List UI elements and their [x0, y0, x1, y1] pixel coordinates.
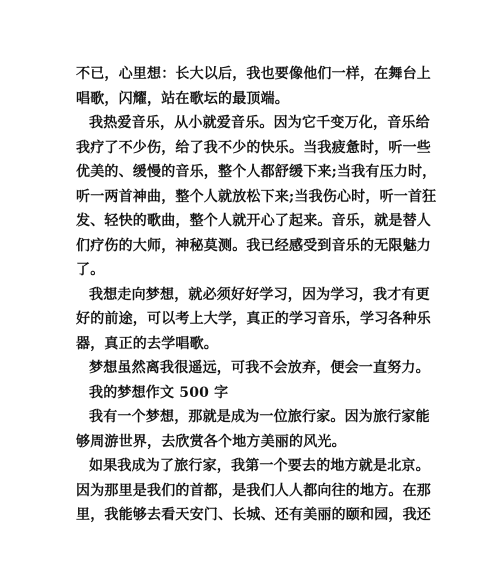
- text-line: 如果我成为了旅行家，我第一个要去的地方就是北京。: [89, 458, 430, 474]
- text-line: 里，我能够去看天安门、长城、还有美丽的颐和园，我还: [76, 507, 431, 523]
- text-line: 我热爱音乐，从小就爱音乐。因为它千变万化，音乐给: [89, 115, 430, 131]
- text-line: 发、轻快的歌曲，整个人就开心了起来。音乐，就是替人: [76, 213, 431, 229]
- text-line: 我有一个梦想，那就是成为一位旅行家。因为旅行家能: [89, 409, 430, 425]
- paragraph: [76, 62, 431, 111]
- text-line: 唱歌，闪耀，站在歌坛的最顶端。: [76, 90, 289, 107]
- text-line: 听一两首神曲，整个人就放松下来;当我伤心时，听一首狂: [76, 188, 437, 205]
- text-line: 我的梦想作文 500 字: [89, 384, 229, 401]
- text-line: 不已，心里想：长大以后，我也要像他们一样，在舞台上: [76, 66, 431, 82]
- paragraph: [76, 283, 431, 357]
- text-line: 够周游世界，去欣赏各个地方美丽的风光。: [76, 433, 346, 450]
- paragraph: [76, 454, 431, 528]
- text-line: 我想走向梦想，就必须好好学习，因为学习，我才有更: [89, 286, 430, 303]
- text-line: 因为那里是我们的首都，是我们人人都向往的地方。在那: [76, 482, 431, 499]
- text-line: 们疗伤的大师，神秘莫测。我已经感受到音乐的无限魅力: [76, 237, 431, 254]
- text-line: 了。: [76, 262, 105, 278]
- text-line: 好的前途，可以考上大学，真正的学习音乐，学习各种乐: [76, 311, 431, 327]
- paragraph: [76, 111, 437, 283]
- section-title: [76, 381, 424, 406]
- text-line: 优美的、缓慢的音乐，整个人都舒缓下来;当我有压力时，: [76, 164, 437, 180]
- paragraph: [76, 405, 430, 454]
- text-line: 梦想虽然离我很遥远，可我不会放弃，便会一直努力。: [89, 360, 430, 376]
- paragraph: [76, 356, 430, 381]
- text-line: 器，真正的去学唱歌。: [76, 335, 218, 352]
- document-page: [76, 62, 437, 528]
- text-line: 我疗了不少伤，给了我不少的快乐。当我疲惫时，听一些: [76, 139, 431, 156]
